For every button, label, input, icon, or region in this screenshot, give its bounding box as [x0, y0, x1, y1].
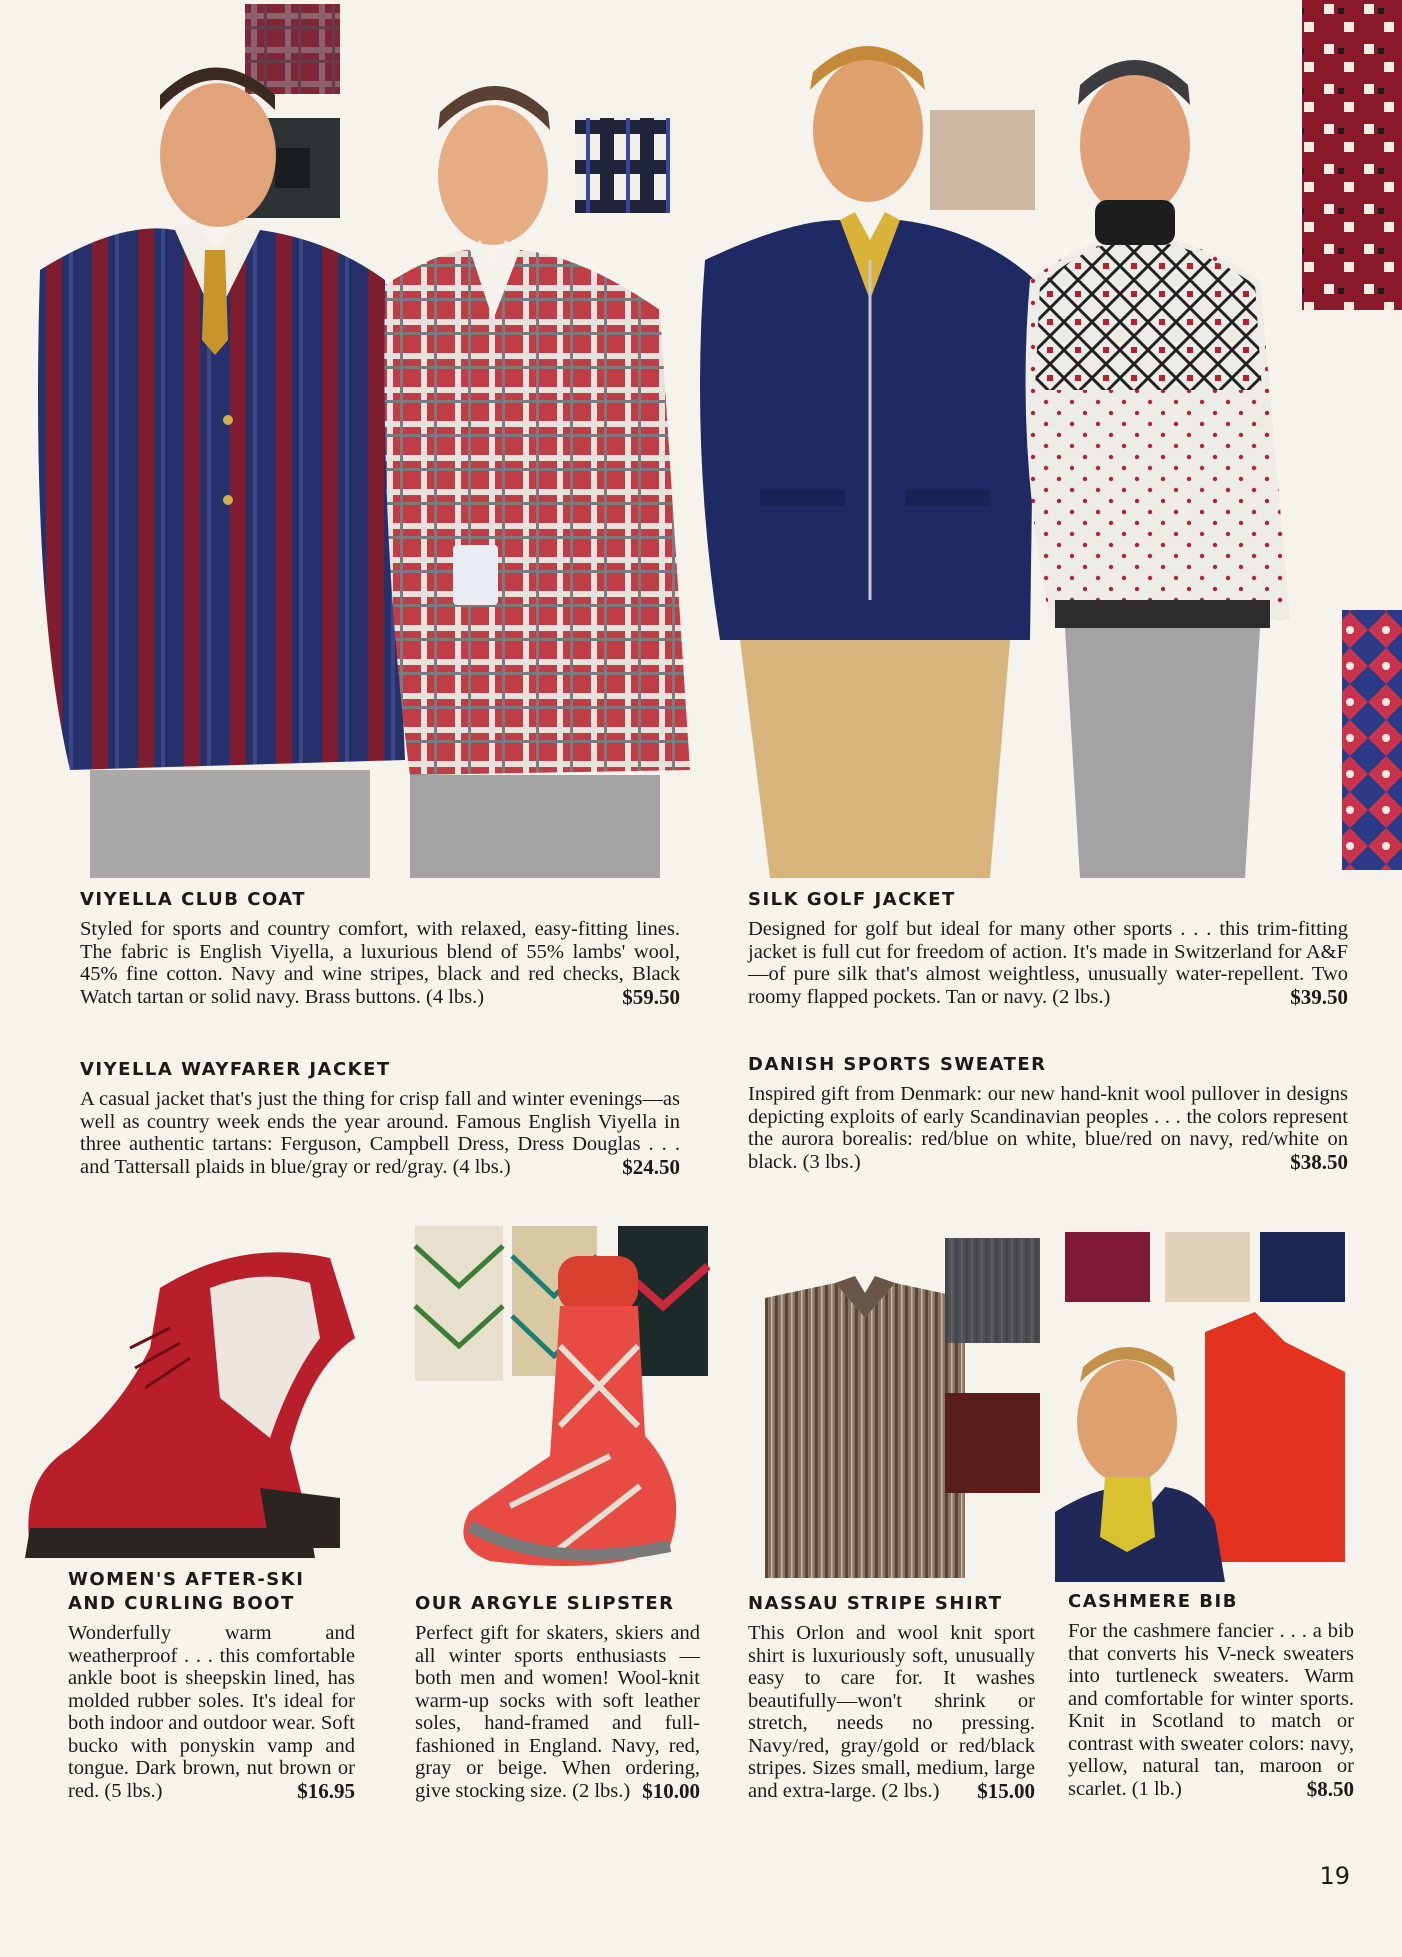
boot-illustration — [10, 1228, 390, 1573]
product-title: DANISH SPORTS SWEATER — [748, 1054, 1047, 1075]
product-title-line2: AND CURLING BOOT — [68, 1593, 295, 1614]
product-title: VIYELLA WAYFARER JACKET — [80, 1059, 391, 1080]
product-price: $59.50 — [622, 984, 680, 1009]
argyle-slipster-illustration — [410, 1226, 710, 1581]
product-title: SILK GOLF JACKET — [748, 889, 956, 910]
product-price: $15.00 — [977, 1778, 1035, 1803]
product-title: NASSAU STRIPE SHIRT — [748, 1593, 1003, 1614]
product-price: $39.50 — [1290, 984, 1348, 1009]
fashion-illustration-men — [0, 0, 1402, 878]
product-viyella-wayfarer-jacket — [80, 1058, 680, 1178]
product-description: Wonderfully warm and weatherproof . . . this comfortable ankle boot is sheepskin lined, has molded rubber soles. It's ideal for both indoor and outdoor wear. Soft bucko with ponyskin vamp and tongue. Dark brown, nut brown or red. (5 lbs.) — [68, 1622, 355, 1802]
product-price: $38.50 — [1290, 1149, 1348, 1174]
product-viyella-club-coat — [80, 888, 680, 1008]
product-title-line1: WOMEN'S AFTER-SKI — [68, 1569, 305, 1590]
product-nassau-stripe-shirt — [748, 1592, 1035, 1802]
product-description: Perfect gift for skaters, skiers and all winter sports enthusiasts — both men and women! Wool-knit warm-up socks with soft leather soles, hand-framed and full-fashioned in England. Navy, red, gray or beige. When ordering, give stocking size. (2 lbs.) — [415, 1622, 700, 1802]
product-description: For the cashmere fancier . . . a bib that converts his V-neck sweaters into turtleneck sweaters. Warm and comfortable for winter sports. Knit in Scotland to match or contrast with sweater colors: navy, yellow, natural tan, maroon or scarlet. (1 lb.) — [1068, 1620, 1354, 1800]
cashmere-bib-illustration — [1055, 1232, 1355, 1582]
product-cashmere-bib — [1068, 1590, 1354, 1800]
product-price: $16.95 — [297, 1778, 355, 1803]
product-title: CASHMERE BIB — [1068, 1591, 1238, 1612]
product-description: Styled for sports and country comfort, with relaxed, easy-fitting lines. The fabric is English Viyella, a luxurious blend of 55% lambs' wool, 45% fine cotton. Navy and wine stripes, black and red checks, Black Watch tartan or solid navy. Brass buttons. (4 lbs.) — [80, 918, 680, 1008]
product-silk-golf-jacket — [748, 888, 1348, 1008]
product-description: Inspired gift from Denmark: our new hand-knit wool pullover in designs depicting exploits of early Scandinavian peoples . . . the colors represent the aurora borealis: red/blue on white, blue/red on navy, red/white on black. (3 lbs.) — [748, 1083, 1348, 1173]
product-price: $10.00 — [642, 1778, 700, 1803]
product-title: OUR ARGYLE SLIPSTER — [415, 1593, 675, 1614]
product-price: $8.50 — [1306, 1776, 1354, 1801]
product-argyle-slipster — [415, 1592, 700, 1802]
product-womens-after-ski-boot — [68, 1568, 355, 1802]
product-price: $24.50 — [622, 1154, 680, 1179]
product-danish-sports-sweater — [748, 1053, 1348, 1173]
product-description: This Orlon and wool knit sport shirt is luxuriously soft, unusually easy to care for. It washes beautifully—won't shrink or stretch, needs no pressing. Navy/red, gray/gold or red/black stripes. Sizes small, medium, large and extra-large. (2 lbs.) — [748, 1622, 1035, 1802]
product-title: VIYELLA CLUB COAT — [80, 889, 307, 910]
page-number: 19 — [1319, 1862, 1350, 1890]
product-description: Designed for golf but ideal for many other sports . . . this trim-fitting jacket is full cut for freedom of action. It's made in Switzerland for A&F—of pure silk that's almost weightless, unusually water-repellent. Two roomy flapped pockets. Tan or navy. (2 lbs.) — [748, 918, 1348, 1008]
shirt-illustration — [755, 1238, 1050, 1578]
product-description: A casual jacket that's just the thing for crisp fall and winter evenings—as well as country week ends the year around. Famous English Viyella in three authentic tartans: Ferguson, Campbell Dress, Dress Douglas . . . and Tattersall plaids in blue/gray or red/gray. (4 lbs.) — [80, 1088, 680, 1178]
